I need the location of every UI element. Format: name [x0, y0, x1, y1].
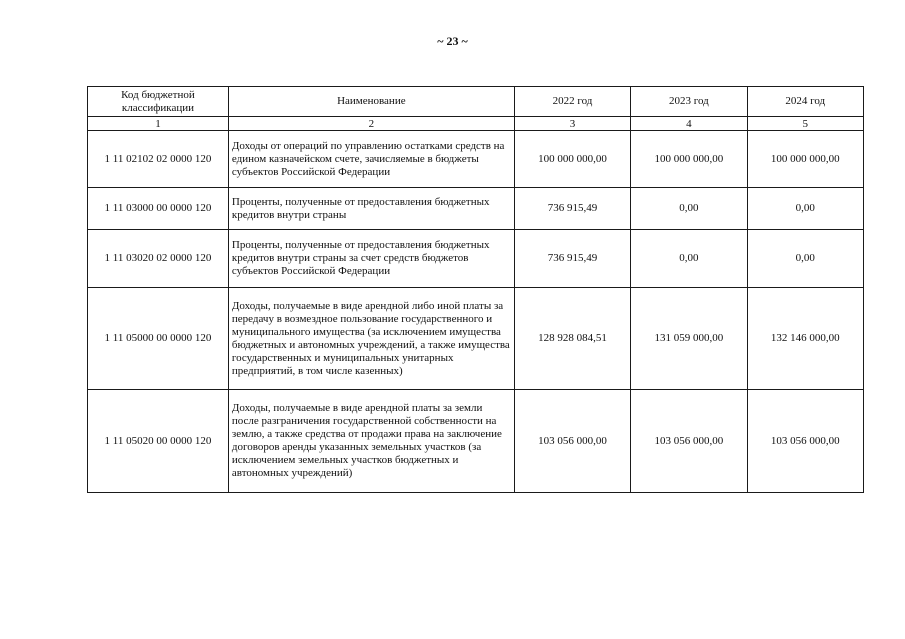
row-value-2022: 103 056 000,00 [514, 390, 630, 493]
column-number: 2 [228, 117, 514, 131]
table-row [88, 288, 864, 390]
table-row [88, 230, 864, 288]
row-code: 1 11 03000 00 0000 120 [88, 188, 229, 230]
page-number: ~ 23 ~ [437, 34, 468, 48]
table-row [88, 188, 864, 230]
row-name: Доходы, получаемые в виде арендной либо иной платы за передачу в возмездное пользование государственного и муниципального имущества (за исключением имущества бюджетных и автономных учреждений, а также имущества государственных и муниципальных унитарных предприятий, в том числе казенных) [228, 288, 514, 390]
row-code: 1 11 05020 00 0000 120 [88, 390, 229, 493]
header-2023: 2023 год [631, 87, 747, 117]
column-number: 5 [747, 117, 863, 131]
table-header-row [88, 87, 864, 117]
header-2024: 2024 год [747, 87, 863, 117]
column-number-row [88, 117, 864, 131]
table-row [88, 131, 864, 188]
row-value-2023: 131 059 000,00 [631, 288, 747, 390]
row-value-2024: 0,00 [747, 230, 863, 288]
row-value-2023: 100 000 000,00 [631, 131, 747, 188]
column-number: 1 [88, 117, 229, 131]
row-name: Проценты, полученные от предоставления бюджетных кредитов внутри страны за счет средств бюджетов субъектов Российской Федерации [228, 230, 514, 288]
row-value-2024: 103 056 000,00 [747, 390, 863, 493]
row-value-2023: 103 056 000,00 [631, 390, 747, 493]
column-number: 3 [514, 117, 630, 131]
table-row [88, 390, 864, 493]
row-code: 1 11 03020 02 0000 120 [88, 230, 229, 288]
row-value-2023: 0,00 [631, 188, 747, 230]
row-value-2022: 736 915,49 [514, 188, 630, 230]
row-value-2023: 0,00 [631, 230, 747, 288]
row-value-2024: 100 000 000,00 [747, 131, 863, 188]
row-value-2024: 0,00 [747, 188, 863, 230]
budget-revenue-table [87, 86, 864, 493]
row-value-2024: 132 146 000,00 [747, 288, 863, 390]
row-code: 1 11 05000 00 0000 120 [88, 288, 229, 390]
row-name: Доходы, получаемые в виде арендной платы за земли после разграничения государственной собственности на землю, а также средства от продажи права на заключение договоров аренды указанных земельных участков (за исключением земельных участков бюджетных и автономных учреждений) [228, 390, 514, 493]
row-name: Проценты, полученные от предоставления бюджетных кредитов внутри страны [228, 188, 514, 230]
column-number: 4 [631, 117, 747, 131]
row-code: 1 11 02102 02 0000 120 [88, 131, 229, 188]
header-code: Код бюджетной классификации [88, 87, 229, 117]
row-value-2022: 128 928 084,51 [514, 288, 630, 390]
row-value-2022: 100 000 000,00 [514, 131, 630, 188]
header-2022: 2022 год [514, 87, 630, 117]
header-name: Наименование [228, 87, 514, 117]
row-value-2022: 736 915,49 [514, 230, 630, 288]
row-name: Доходы от операций по управлению остатками средств на едином казначейском счете, зачисляемые в бюджеты субъектов Российской Федерации [228, 131, 514, 188]
